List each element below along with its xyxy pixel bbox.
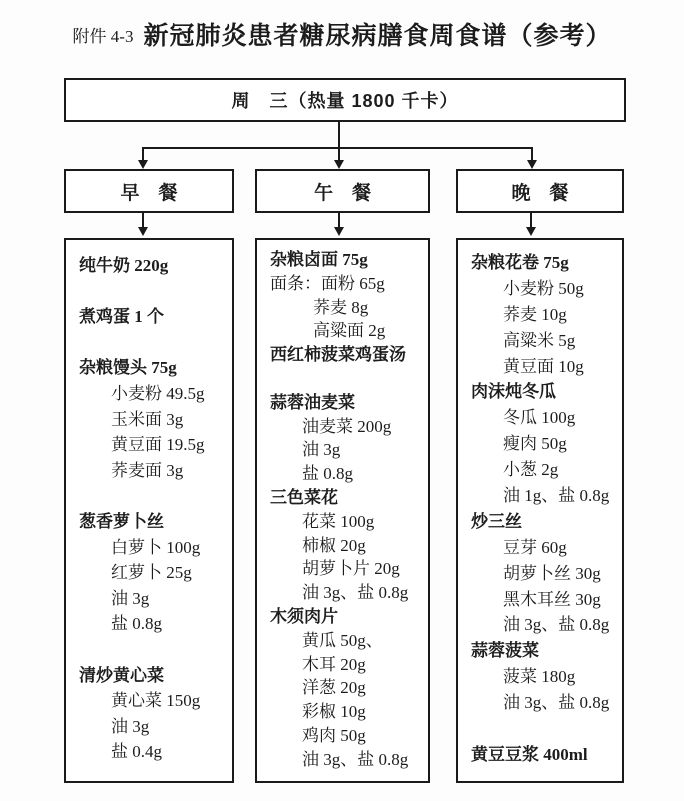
ingredient-line: 洋葱 20g	[302, 678, 366, 698]
ingredient-line: 木耳 20g	[302, 654, 366, 674]
ingredient-line: 油 3g、盐 0.8g	[503, 615, 610, 635]
dish-name-line: 葱香萝卜丝	[79, 511, 164, 531]
dish-name-line: 西红柿菠菜鸡蛋汤	[270, 345, 406, 365]
connector-line	[530, 213, 532, 228]
dish-name-line: 煮鸡蛋 1 个	[79, 307, 164, 327]
dish-name-line: 蒜蓉油麦菜	[270, 392, 355, 412]
dish-name-line: 木须肉片	[270, 606, 338, 626]
meal-header-breakfast	[64, 169, 234, 213]
ingredient-line: 红萝卜 25g	[111, 563, 192, 583]
dish-name-line: 杂粮卤面 75g	[270, 250, 368, 269]
arrowhead-icon	[334, 227, 344, 236]
ingredient-line: 花菜 100g	[302, 511, 375, 531]
dish-name-line: 炒三丝	[471, 511, 522, 531]
arrowhead-icon	[138, 227, 148, 236]
ingredient-line: 瘦肉 50g	[503, 434, 567, 454]
ingredient-line: 小葱 2g	[503, 460, 559, 480]
arrowhead-icon	[526, 227, 536, 236]
ingredient-line: 小麦粉 50g	[503, 278, 584, 298]
ingredient-line: 油麦菜 200g	[302, 416, 392, 436]
ingredient-line: 盐 0.8g	[111, 614, 162, 634]
ingredient-line: 盐 0.4g	[111, 742, 162, 762]
spacer-line	[257, 367, 428, 391]
meal-box-breakfast	[64, 238, 234, 783]
dish-name-line: 黄豆豆浆 400ml	[471, 744, 588, 764]
meal-header-lunch	[255, 169, 430, 213]
ingredient-line: 面条：面粉 65g	[270, 273, 385, 293]
ingredient-line: 黑木耳丝 30g	[503, 589, 601, 609]
meal-box-dinner	[456, 238, 624, 783]
meal-header-label: 午 餐	[313, 182, 371, 204]
ingredient-line: 冬瓜 100g	[503, 408, 576, 428]
attachment-label: 附件 4-3	[72, 27, 134, 46]
ingredient-line: 荞麦 10g	[503, 304, 567, 324]
spacer-line	[458, 716, 622, 742]
connector-line	[338, 122, 340, 148]
ingredient-line: 柿椒 20g	[302, 535, 366, 555]
dish-name-line: 肉沫炖冬瓜	[471, 382, 556, 402]
day-box	[64, 78, 626, 122]
dish-name-line: 蒜蓉菠菜	[471, 641, 539, 661]
ingredient-line: 油 3g、盐 0.8g	[302, 749, 409, 769]
connector-line	[531, 147, 533, 161]
spacer-line	[66, 637, 232, 663]
ingredient-line: 黄豆面 19.5g	[111, 435, 205, 455]
document-header	[0, 16, 684, 52]
ingredient-line: 白萝卜 100g	[111, 537, 201, 557]
meal-header-label: 早 餐	[120, 182, 178, 204]
ingredient-line: 玉米面 3g	[111, 409, 184, 429]
spacer-line	[66, 279, 232, 305]
arrowhead-icon	[138, 160, 148, 169]
ingredient-line: 盐 0.8g	[302, 464, 353, 484]
ingredient-line: 鸡肉 50g	[302, 725, 366, 745]
connector-line	[142, 213, 144, 228]
ingredient-line: 小麦粉 49.5g	[111, 383, 205, 403]
ingredient-line: 高粱米 5g	[503, 330, 576, 350]
dish-name-line: 杂粮花卷 75g	[471, 253, 569, 272]
ingredient-line: 黄豆面 10g	[503, 356, 584, 376]
day-box-label: 周 三（热量 1800 千卡）	[231, 91, 459, 111]
ingredient-line: 菠菜 180g	[503, 667, 576, 687]
ingredient-line: 高粱面 2g	[313, 321, 386, 341]
ingredient-line: 油 1g、盐 0.8g	[503, 486, 610, 506]
connector-line	[338, 213, 340, 228]
ingredient-line: 油 3g	[302, 440, 341, 460]
arrowhead-icon	[527, 160, 537, 169]
connector-line	[142, 147, 144, 161]
ingredient-line: 荞麦面 3g	[111, 460, 184, 480]
ingredient-line: 豆芽 60g	[503, 537, 567, 557]
ingredient-line: 黄心菜 150g	[111, 691, 201, 711]
ingredient-line: 油 3g、盐 0.8g	[503, 693, 610, 713]
ingredient-line: 彩椒 10g	[302, 702, 366, 722]
ingredient-line: 黄瓜 50g、	[302, 630, 383, 650]
connector-line	[338, 147, 340, 161]
dish-name-line: 杂粮馒头 75g	[79, 358, 177, 378]
ingredient-line: 荞麦 8g	[313, 297, 369, 317]
ingredient-line: 油 3g、盐 0.8g	[302, 583, 409, 603]
dish-name-line: 三色菜花	[270, 487, 338, 507]
ingredient-line: 油 3g	[111, 588, 150, 608]
arrowhead-icon	[334, 160, 344, 169]
meal-box-lunch	[255, 238, 430, 783]
meal-header-label: 晚 餐	[511, 182, 569, 204]
ingredient-line: 胡萝卜片 20g	[302, 559, 400, 579]
ingredient-line: 油 3g	[111, 716, 150, 736]
ingredient-line: 胡萝卜丝 30g	[503, 563, 601, 583]
dish-name-line: 纯牛奶 220g	[79, 256, 169, 275]
meal-header-dinner	[456, 169, 624, 213]
dish-name-line: 清炒黄心菜	[79, 665, 164, 685]
page-title: 新冠肺炎患者糖尿病膳食周食谱（参考）	[143, 22, 612, 50]
spacer-line	[66, 330, 232, 356]
spacer-line	[66, 483, 232, 509]
